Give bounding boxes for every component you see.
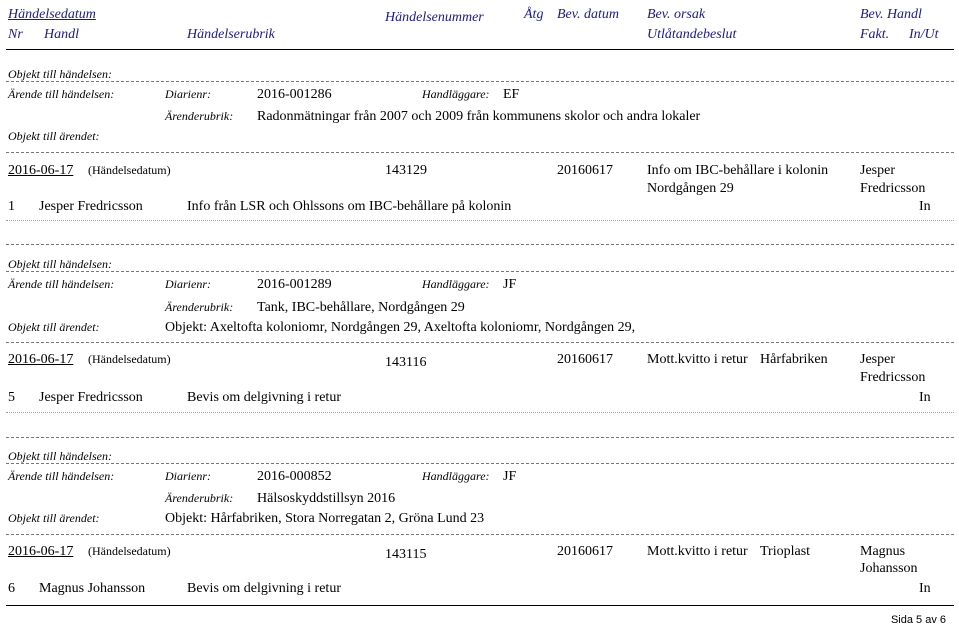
bev-handl-line2: Fredricsson <box>860 181 926 196</box>
event-rubrik: Info från LSR och Ohlssons om IBC-behållare på kolonin <box>187 199 512 214</box>
arenderubrik-value: Radonmätningar från 2007 och 2009 från kommunens skolor och andra lokaler <box>257 109 701 124</box>
bev-datum-value: 20160617 <box>557 163 613 178</box>
divider <box>6 152 954 153</box>
event-nr: 1 <box>8 199 15 214</box>
objekt-arendet-value: Objekt: Axeltofta koloniomr, Nordgången 29, Axeltofta koloniomr, Nordgången 29, <box>165 320 636 335</box>
arende-handelsen-label: Ärende till händelsen: <box>8 277 115 291</box>
event-rubrik: Bevis om delgivning i retur <box>187 581 341 596</box>
bev-handl-line1: Jesper <box>860 352 895 367</box>
objekt-handelsen-label: Objekt till händelsen: <box>8 449 112 463</box>
col-nr: Nr <box>8 27 23 42</box>
handlaggare-label: Handläggare: <box>422 87 490 101</box>
objekt-arendet-label: Objekt till ärendet: <box>8 511 100 525</box>
divider <box>6 271 954 272</box>
objekt-handelsen-label: Objekt till händelsen: <box>8 67 112 81</box>
divider <box>6 534 954 535</box>
divider <box>6 463 954 464</box>
entry-separator <box>6 437 954 438</box>
bev-orsak-line1: Info om IBC-behållare i kolonin <box>647 163 829 178</box>
bev-handl-line2: Johansson <box>860 561 918 576</box>
utlatandebeslut-value: Hårfabriken <box>760 352 828 367</box>
arenderubrik-value: Hälsoskyddstillsyn 2016 <box>257 491 396 506</box>
event-handl: Jesper Fredricsson <box>39 199 143 214</box>
col-handelsedatum: Händelsedatum <box>8 7 96 22</box>
entry-separator <box>6 244 954 245</box>
event-date: 2016-06-17 <box>8 544 74 559</box>
handelsedatum-tag: (Händelsedatum) <box>88 544 171 558</box>
event-number: 143129 <box>385 163 427 178</box>
objekt-handelsen-label: Objekt till händelsen: <box>8 257 112 271</box>
arende-handelsen-label: Ärende till händelsen: <box>8 469 115 483</box>
arenderubrik-value: Tank, IBC-behållare, Nordgången 29 <box>257 300 465 315</box>
bev-orsak-line2: Nordgången 29 <box>647 181 734 196</box>
col-handl: Handl <box>44 27 79 42</box>
event-date: 2016-06-17 <box>8 163 74 178</box>
utlatandebeslut-value: Trioplast <box>760 544 811 559</box>
handlaggare-label: Handläggare: <box>422 469 490 483</box>
col-bev-datum: Bev. datum <box>557 7 619 22</box>
handlaggare-value: JF <box>503 469 517 484</box>
bev-datum-value: 20160617 <box>557 544 613 559</box>
col-handelserubrik: Händelserubrik <box>187 27 275 42</box>
handelsedatum-tag: (Händelsedatum) <box>88 163 171 177</box>
arenderubrik-label: Ärenderubrik: <box>165 300 234 314</box>
event-in-ut: In <box>919 199 931 214</box>
col-utlatandebeslut: Utlåtandebeslut <box>647 27 737 42</box>
event-handl: Jesper Fredricsson <box>39 390 143 405</box>
bev-orsak-line1: Mott.kvitto i retur <box>647 544 748 559</box>
col-handelsenummer: Händelsenummer <box>385 10 484 25</box>
col-in-ut: In/Ut <box>909 27 939 42</box>
col-bev-handl: Bev. Handl <box>860 7 922 22</box>
handlaggare-value: JF <box>503 277 517 292</box>
event-nr: 6 <box>8 581 15 596</box>
arenderubrik-label: Ärenderubrik: <box>165 491 234 505</box>
diarienr-label: Diarienr: <box>165 87 211 101</box>
entry-separator <box>6 412 954 413</box>
event-in-ut: In <box>919 581 931 596</box>
divider <box>6 342 954 343</box>
footer-divider <box>6 605 954 606</box>
objekt-arendet-label: Objekt till ärendet: <box>8 129 100 143</box>
diarienr-label: Diarienr: <box>165 277 211 291</box>
objekt-arendet-label: Objekt till ärendet: <box>8 320 100 334</box>
diarienr-value: 2016-000852 <box>257 469 332 484</box>
bev-handl-line2: Fredricsson <box>860 370 926 385</box>
bev-orsak-line1: Mott.kvitto i retur <box>647 352 748 367</box>
entry-separator <box>6 220 954 221</box>
handlaggare-value: EF <box>503 87 520 102</box>
handelsedatum-tag: (Händelsedatum) <box>88 352 171 366</box>
event-in-ut: In <box>919 390 931 405</box>
objekt-arendet-value: Objekt: Hårfabriken, Stora Norregatan 2, Gröna Lund 23 <box>165 511 485 526</box>
event-date: 2016-06-17 <box>8 352 74 367</box>
bev-handl-line1: Magnus <box>860 544 906 559</box>
event-rubrik: Bevis om delgivning i retur <box>187 390 341 405</box>
arenderubrik-label: Ärenderubrik: <box>165 109 234 123</box>
bev-datum-value: 20160617 <box>557 352 613 367</box>
handlaggare-label: Handläggare: <box>422 277 490 291</box>
event-nr: 5 <box>8 390 15 405</box>
col-bev-orsak: Bev. orsak <box>647 7 706 22</box>
col-atg: Åtg <box>524 7 544 22</box>
divider <box>6 81 954 82</box>
arende-handelsen-label: Ärende till händelsen: <box>8 87 115 101</box>
diarienr-label: Diarienr: <box>165 469 211 483</box>
bev-handl-line1: Jesper <box>860 163 895 178</box>
diarienr-value: 2016-001286 <box>257 87 332 102</box>
page-number: Sida 5 av 6 <box>890 614 946 626</box>
header-divider <box>6 49 954 50</box>
event-handl: Magnus Johansson <box>39 581 146 596</box>
diarienr-value: 2016-001289 <box>257 277 332 292</box>
event-number: 143116 <box>385 355 427 370</box>
col-fakt: Fakt. <box>860 27 890 42</box>
event-number: 143115 <box>385 547 427 562</box>
